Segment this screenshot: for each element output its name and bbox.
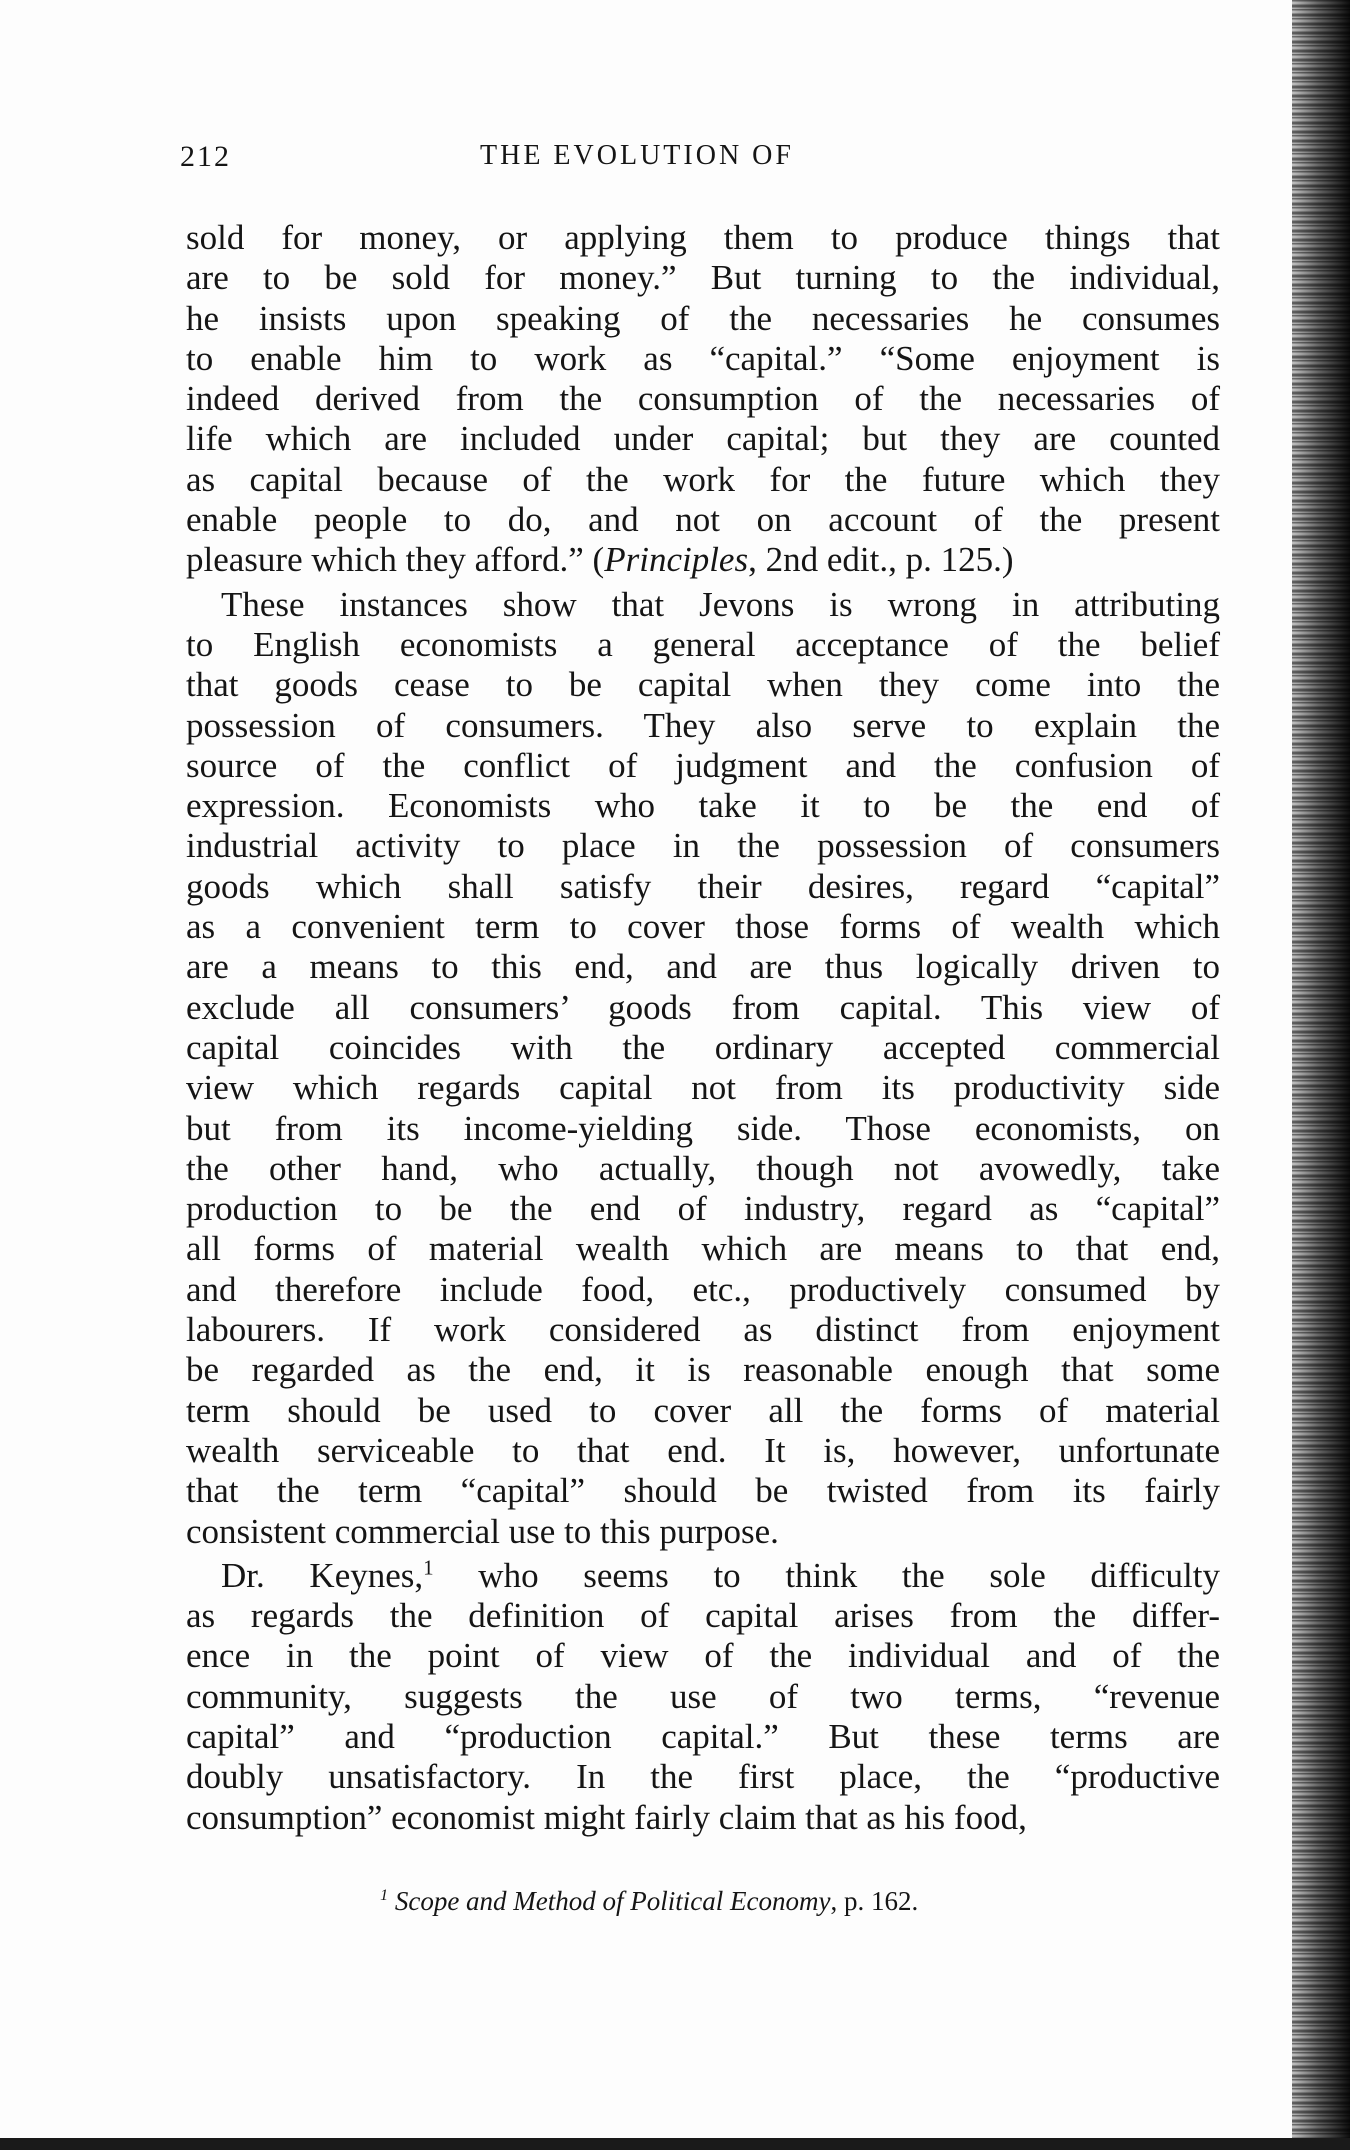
text-line: be regarded as the end, it is reasonable enough that some <box>186 1350 1220 1390</box>
text-line: consumption” economist might fairly claim that as his food, <box>186 1797 1027 1837</box>
page-header <box>180 140 1200 185</box>
text-line: but from its income-yielding side. Those economists, on <box>186 1108 1220 1148</box>
running-head: THE EVOLUTION OF <box>480 140 794 171</box>
text-line: production to be the end of industry, regard as “capital” <box>186 1189 1220 1229</box>
text-line: doubly unsatisfactory. In the first place, the “productive <box>186 1757 1220 1797</box>
text-line: as capital because of the work for the future which they <box>186 459 1220 499</box>
paragraph-1 <box>186 218 1220 581</box>
text-line: as regards the definition of capital arises from the differ- <box>186 1596 1220 1636</box>
footnote-reference[interactable]: 1 <box>423 1555 434 1580</box>
text-line: to English economists a general acceptance of the belief <box>186 624 1220 664</box>
footnote <box>380 1886 918 1917</box>
cited-title: Principles <box>604 540 749 580</box>
text-line: labourers. If work considered as distinct from enjoyment <box>186 1310 1220 1350</box>
text-line: are a means to this end, and are thus logically driven to <box>186 947 1220 987</box>
text-line: term should be used to cover all the forms of material <box>186 1390 1220 1430</box>
text-line: that goods cease to be capital when they come into the <box>186 665 1220 705</box>
text-line: community, suggests the use of two terms, “revenue <box>186 1676 1220 1716</box>
paragraph-2 <box>186 585 1220 1552</box>
text-line: expression. Economists who take it to be the end of <box>186 786 1220 826</box>
text-line: goods which shall satisfy their desires, regard “capital” <box>186 866 1220 906</box>
text-line: These instances show that Jevons is wrong in attributing <box>186 584 1220 624</box>
text-line: and therefore include food, etc., productively consumed by <box>186 1269 1220 1309</box>
text-line: pleasure which they afford.” (Principles, 2nd edit., p. 125.) <box>186 540 1014 580</box>
text-line: exclude all consumers’ goods from capital. This view of <box>186 987 1220 1027</box>
text-line: to enable him to work as “capital.” “Some enjoyment is <box>186 338 1220 378</box>
text-line: Dr. Keynes,$^1$ who seems to think the sole difficulty <box>186 1555 1221 1595</box>
text-line: are to be sold for money.” But turning to the individual, <box>186 258 1220 298</box>
text-line: wealth serviceable to that end. It is, however, unfortunate <box>186 1430 1220 1470</box>
text-line: indeed derived from the consumption of the necessaries of <box>186 379 1220 419</box>
page-edge-shadow <box>1292 0 1350 2150</box>
text-line: he insists upon speaking of the necessaries he consumes <box>186 298 1220 338</box>
text-line: enable people to do, and not on account of the present <box>186 500 1220 540</box>
text-line: industrial activity to place in the possession of consumers <box>186 826 1220 866</box>
text-line: sold for money, or applying them to produce things that <box>186 218 1220 257</box>
text-line: possession of consumers. They also serve to explain the <box>186 705 1220 745</box>
text-line: consistent commercial use to this purpose. <box>186 1511 779 1551</box>
text-line: ence in the point of view of the individual and of the <box>186 1636 1220 1676</box>
text-line: that the term “capital” should be twisted from its fairly <box>186 1471 1220 1511</box>
text-line: capital coincides with the ordinary accepted commercial <box>186 1027 1220 1067</box>
page-number: 212 <box>180 140 231 173</box>
text-line: the other hand, who actually, though not avowedly, take <box>186 1148 1220 1188</box>
text-line: all forms of material wealth which are means to that end, <box>186 1229 1220 1269</box>
scan-bottom-edge <box>0 2138 1350 2150</box>
footnote-title: Scope and Method of Political Economy <box>394 1886 831 1916</box>
text-line: source of the conflict of judgment and the confusion of <box>186 745 1220 785</box>
footnote-marker: 1 <box>380 1886 389 1904</box>
footnote-page: , p. 162. <box>830 1886 919 1916</box>
text-line: as a convenient term to cover those forms of wealth which <box>186 907 1220 947</box>
body-text <box>186 218 1220 1838</box>
text-line: life which are included under capital; but they are counted <box>186 419 1220 459</box>
paragraph-3 <box>186 1556 1220 1838</box>
text-line: view which regards capital not from its productivity side <box>186 1068 1220 1108</box>
text-line: capital” and “production capital.” But these terms are <box>186 1716 1220 1756</box>
